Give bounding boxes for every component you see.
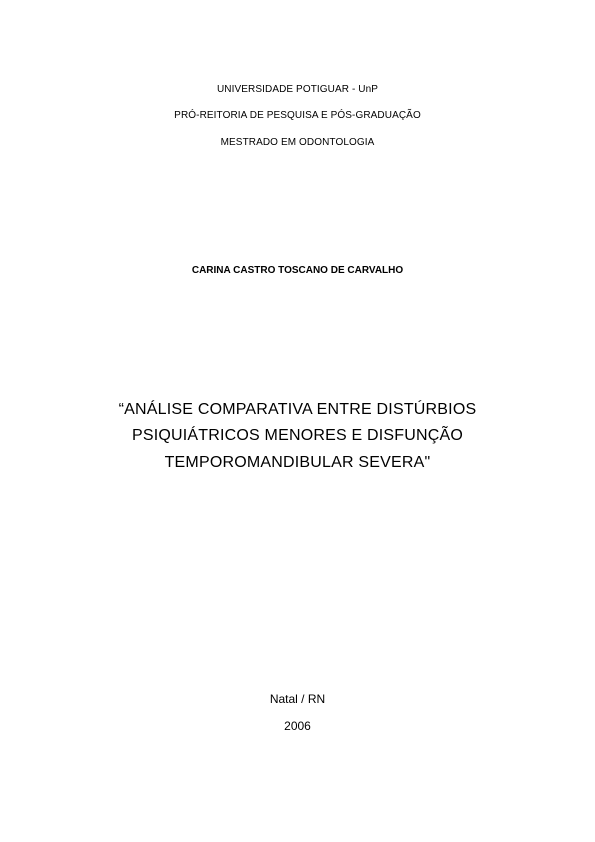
pro-rectorate-name: PRÓ-REITORIA DE PESQUISA E PÓS-GRADUAÇÃO bbox=[174, 110, 421, 121]
year: 2006 bbox=[284, 719, 311, 733]
title-line-2: PSIQUIÁTRICOS MENORES E DISFUNÇÃO bbox=[131, 427, 464, 444]
university-name: UNIVERSIDADE POTIGUAR - UnP bbox=[216, 84, 379, 95]
program-name: MESTRADO EM ODONTOLOGIA bbox=[220, 137, 375, 148]
location: Natal / RN bbox=[269, 692, 326, 706]
title-line-3: TEMPOROMANDIBULAR SEVERA" bbox=[164, 454, 431, 471]
author-name: CARINA CASTRO TOSCANO DE CARVALHO bbox=[191, 265, 404, 276]
title-line-1: “ANÁLISE COMPARATIVA ENTRE DISTÚRBIOS bbox=[118, 401, 477, 418]
